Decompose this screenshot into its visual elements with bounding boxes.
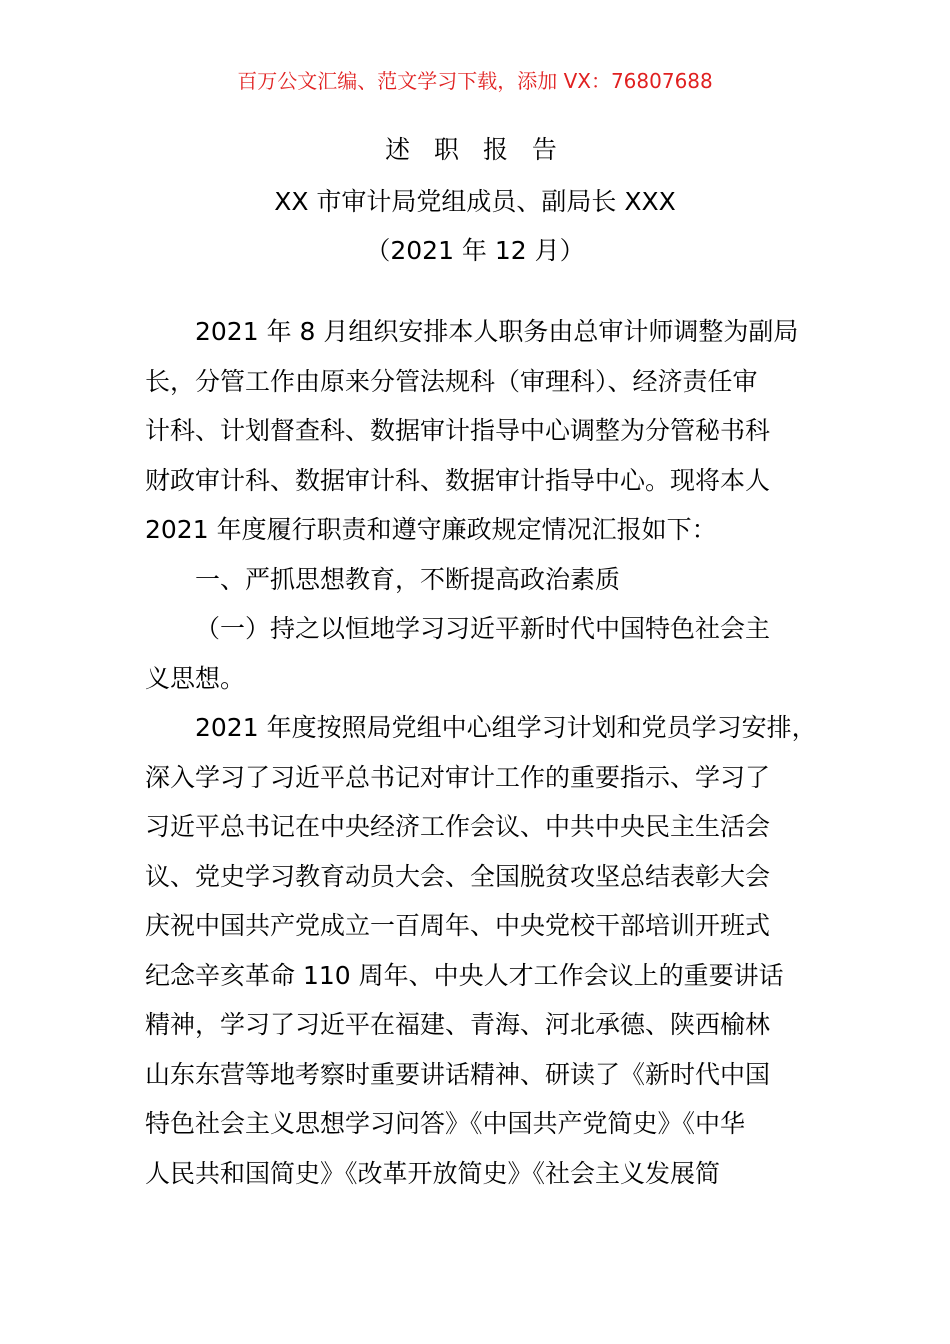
document-date: （2021 年 12 月）	[365, 236, 585, 265]
body-line: 计科、计划督查科、数据审计指导中心调整为分管秘书科	[145, 416, 771, 445]
body-line: 2021 年度按照局党组中心组学习计划和党员学习安排，	[195, 713, 817, 742]
body-line: 庆祝中国共产党成立一百周年、中央党校干部培训开班式	[145, 911, 771, 940]
body-line: 财政审计科、数据审计科、数据审计指导中心。现将本人	[145, 465, 771, 495]
body-line: 2021 年 8 月组织安排本人职务由总审计师调整为副局	[195, 317, 799, 346]
body-line: 深入学习了习近平总书记对审计工作的重要指示、学习了	[145, 762, 771, 792]
body-line: 习近平总书记在中央经济工作会议、中共中央民主生活会	[145, 812, 771, 841]
body-line: 精神，学习了习近平在福建、青海、河北承德、陕西榆林	[145, 1010, 771, 1039]
body-line: 长，分管工作由原来分管法规科（审理科）、经济责任审	[145, 366, 758, 396]
document-title: 述 职 报 告	[385, 135, 565, 164]
document-author: XX 市审计局党组成员、副局长 XXX	[274, 187, 676, 216]
body-line: 2021 年度履行职责和遵守廉政规定情况汇报如下：	[145, 515, 717, 544]
subsection-heading-cont: 义思想。	[145, 663, 246, 693]
body-line: 人民共和国简史》《改革开放简史》《社会主义发展简	[145, 1158, 721, 1188]
body-line: 山东东营等地考察时重要讲话精神、研读了《新时代中国	[145, 1059, 771, 1089]
body-line: 特色社会主义思想学习问答》《中国共产党简史》《中华	[145, 1109, 746, 1138]
watermark-banner: 百万公文汇编、范文学习下载，添加 VX：76807688	[237, 69, 713, 93]
body-line: 议、党史学习教育动员大会、全国脱贫攻坚总结表彰大会	[145, 861, 771, 891]
section-heading: 一、严抓思想教育，不断提高政治素质	[195, 564, 621, 594]
subsection-heading: （一）持之以恒地学习习近平新时代中国特色社会主	[195, 614, 771, 643]
document-body	[145, 307, 815, 1198]
body-line: 纪念辛亥革命 110 周年、中央人才工作会议上的重要讲话	[145, 960, 784, 990]
